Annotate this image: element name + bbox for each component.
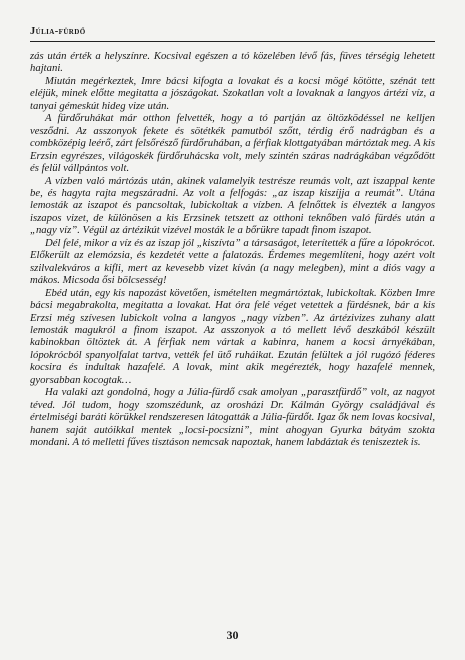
body-text bbox=[30, 50, 435, 449]
header-rule bbox=[30, 41, 435, 42]
paragraph: Miután megérkeztek, Imre bácsi kifogta a lovakat és a kocsi mögé kötötte, szénát tett eléjük, minek előtte megitatta a jószágokat. Szokatlan volt a lovaknak a langyos ártézi víz, a tanyai gémeskút hideg vize után. bbox=[30, 74, 435, 112]
paragraph: zás után érték a helyszínre. Kocsival egészen a tó közelében lévő fás, füves térségig lehetett hajtani. bbox=[30, 50, 435, 75]
paragraph: Dél felé, mikor a víz és az iszap jól „kiszívta” a társaságot, leterítették a fűre a lópokrócot. Előkerült az elemózsia, és kezdetét vette a falatozás. Érdemes megemlíteni, hogy azért volt szilvalekváros a kifli, mert az kevesebb vizet kíván (a nagy melegben), mint a diós vagy a mákos. Micsoda ősi bölcsesség! bbox=[30, 236, 435, 287]
running-head: Júlia-fürdő bbox=[30, 26, 86, 37]
paragraph: A vízben való mártózás után, akinek valamelyik testrésze reumás volt, azt iszappal kente be, és hagyta rajta megszáradni. Az volt a felfogás: „az iszap kiszíjja a reumát”. Utána lemosták az iszapot és pancsoltak, lubickoltak a vízben. A felnőttek is élvezték a langyos iszapos vizet, de különösen a kis Erzsinek tetszett az otthoni teknőben való fürdés után a „nagy víz”. Végül az ártézikút vizével mosták le a bőrükre tapadt finom iszapot. bbox=[30, 174, 435, 237]
paragraph: Ha valaki azt gondolná, hogy a Júlia-fürdő csak amolyan „parasztfürdő” volt, az nagyot téved. Jól tudom, hogy szomszédunk, az orosházi Dr. Kálmán György családjával és értelmiségi baráti körükkel rendszeresen látogatták a Júlia-fürdőt. Igaz ők nem lovas kocsival, hanem saját autóikkal mentek „locsi-pocsizni”, mint ahogyan Gyurka bátyám szokta mondani. A tó melletti fűves tisztáson nemcsak napoztak, hanem labdáztak és teniszeztek is. bbox=[30, 386, 435, 449]
paragraph: Ebéd után, egy kis napozást követően, ismételten megmártóztak, lubickoltak. Közben Imre bácsi megabrakolta, megitatta a lovakat. Hat óra felé véget vetettek a fürdésnek, bár a kis Erzsi még szívesen lubickolt volna a langyos „nagy vízben”. Az ártézivizes zuhany alatt lemosták magukról a finom iszapot. Az asszonyok a tó mellett lévő deszkából készült kabinokban öltöztek át. A férfiak nem vártak a kabinra, hanem a kocsi árnyékában, lópokrócból spanyolfalat tartva, vették fel ütő ruháikat. Ezután felültek a jól rugózó féderes kocsira és indultak hazafelé. A lovak, mint akik megérezték, hogy hazafelé mennek, gyorsabban kocogtak… bbox=[30, 286, 435, 386]
page-number: 30 bbox=[226, 628, 239, 642]
paragraph: A fürdőruhákat már otthon felvették, hogy a tó partján az öltözködéssel ne kelljen vesződni. Az asszonyok fekete és sötétkék pamutból szőtt, térdig érő nadrágban és a combközépig leérő, zárt felsőrésző fürdőruhában, a férfiak klottgatyában mártóztak meg. A kis Erzsin egyrészes, világoskék fürdőruhácska volt, mely szintén száras nadrágkában végződött és felül vállpántos volt. bbox=[30, 112, 435, 175]
